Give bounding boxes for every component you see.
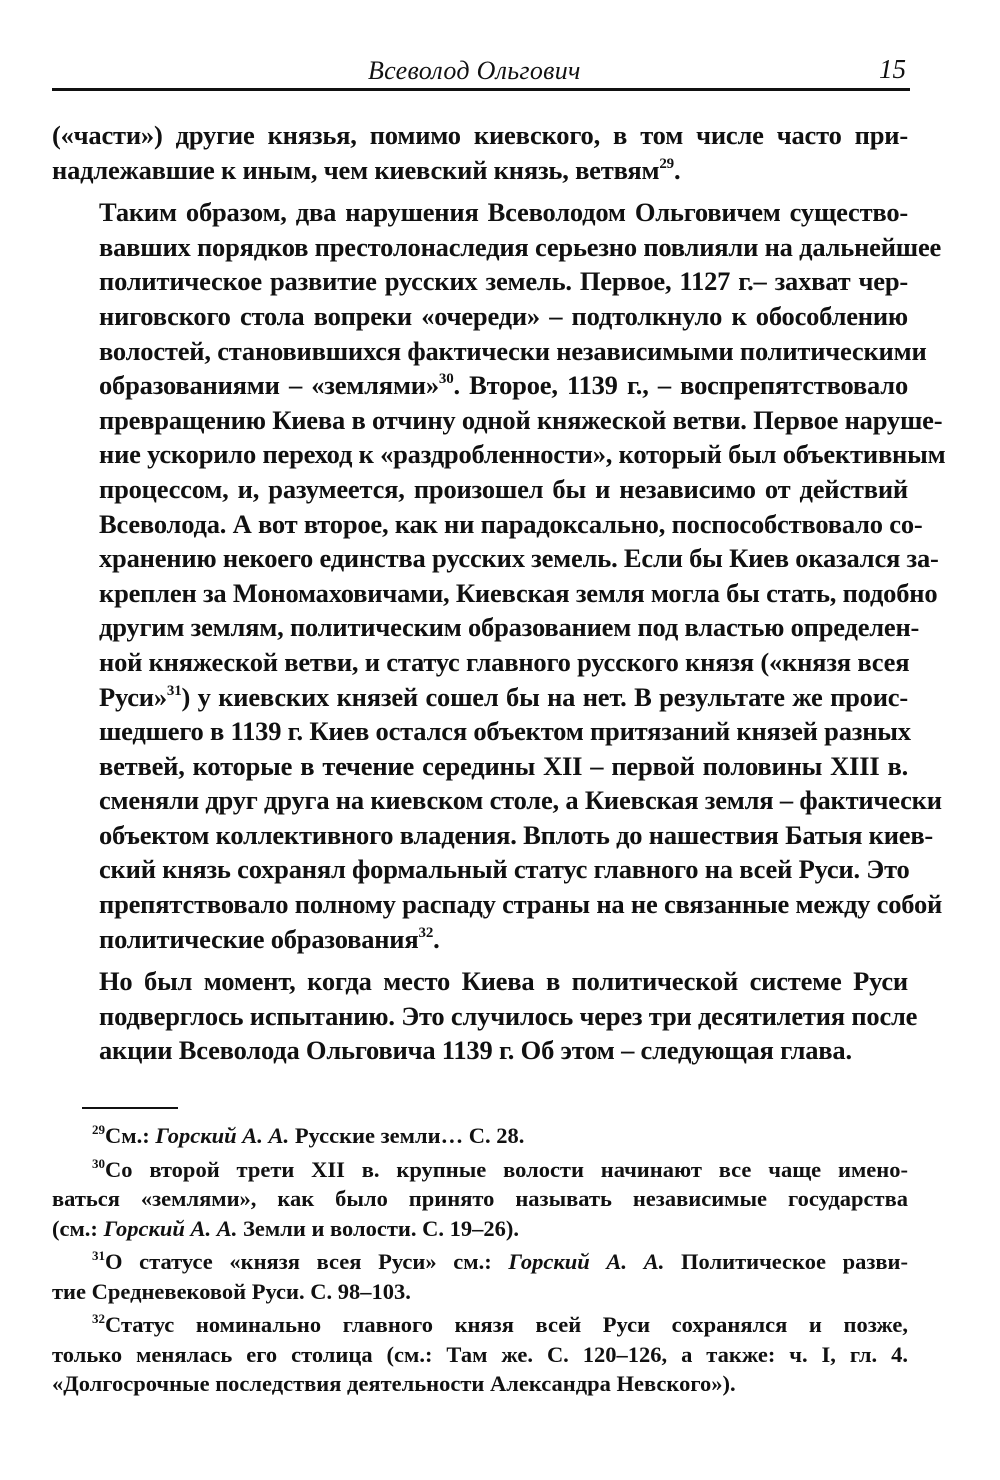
text-line: ваться «землями», как было принято называть независимые государства [52, 1186, 908, 1211]
footnote-29: $^{29}$См.: Горский А. А. Русские земли… С. 28. [92, 1122, 525, 1148]
text-line: надлежавшие к иным, чем киевский князь, ветвям$^{29}$. [52, 154, 681, 185]
text-line: образованиями – «землями»$^{30}$. Второе, 1139 г., – воспрепятствовало [99, 370, 909, 401]
page-number: 15 [879, 54, 906, 84]
text-line: «Долгосрочные последствия деятельности Александра Невского»). [52, 1371, 736, 1396]
footnote-number: 32 [92, 1311, 105, 1326]
text-line: политическое развитие русских земель. Первое, 1127 г.– захват чер- [99, 266, 908, 297]
text-line: ние ускорило переход к «раздробленности», который был объективным [99, 439, 946, 470]
author: Горский А. А. [155, 1123, 290, 1148]
footnotes [52, 1121, 908, 1403]
text-line: вавших порядков престолонаследия серьезно повлияли на дальнейшее [99, 231, 942, 262]
footnote-ref[interactable]: 32 [418, 924, 434, 941]
text-line: другим землям, политическим образованием под властью определен- [99, 612, 920, 643]
paragraph [52, 118, 908, 187]
footnote-number: 30 [92, 1155, 105, 1171]
text-line: превращению Киева в отчину одной княжеской ветви. Первое наруше- [99, 404, 943, 435]
footnote-31 [52, 1247, 908, 1306]
text-line: процессом, и, разумеется, произошел бы и независимо от действий [99, 473, 908, 504]
paragraph [52, 195, 946, 956]
text-line: («части») другие князья, помимо киевского, в том числе часто при- [52, 120, 908, 150]
text-line: сменяли друг друга на киевском столе, а Киевская земля – фактически [99, 785, 942, 816]
text-line: ниговского стола вопреки «очереди» – подтолкнуло к обособлению [99, 300, 908, 331]
text-line: $^{32}$Статус номинально главного князя всей Руси сохранялся и позже, [92, 1311, 908, 1337]
text-line: ский князь сохранял формальный статус главного на всей Руси. Это [99, 854, 910, 885]
running-header [52, 48, 910, 91]
text-line: креплен за Мономаховичами, Киевская земля могла бы стать, подобно [99, 577, 938, 608]
text-line: шедшего в 1139 г. Киев остался объектом притязаний князей разных [99, 716, 911, 747]
text-line: Но был момент, когда место Киева в политической системе Руси [99, 966, 908, 997]
author: Горский А. А. [508, 1249, 665, 1274]
text-line: подверглось испытанию. Это случилось через три десятилетия после [99, 1000, 918, 1031]
main-text [52, 118, 946, 1068]
text-line: акции Всеволода Ольговича 1139 г. Об этом – следующая глава. [99, 1035, 852, 1066]
text-line: хранению некоего единства русских земель. Если бы Киев оказался за- [99, 543, 939, 574]
running-title: Всеволод Ольгович [368, 56, 581, 85]
author: Горский А. А. [103, 1215, 238, 1241]
text-line: $^{30}$Со второй трети XII в. крупные волости начинают все чаще имено- [92, 1155, 908, 1182]
text-line: ветвей, которые в течение середины XII – первой половины XIII в. [99, 750, 908, 781]
text-line: только менялась его столица (см.: Там же. С. 120–126, а также: ч. I, гл. 4. [52, 1341, 908, 1367]
footnote-number: 31 [92, 1248, 105, 1263]
text-line: ной княжеской ветви, и статус главного русского князя («князя всея [99, 646, 910, 677]
text-line: тие Средневековой Руси. С. 98–103. [52, 1278, 411, 1304]
text-line: $^{31}$О статусе «князя всея Руси» см.: Горский А. А. Политическое разви- [92, 1248, 909, 1274]
footnote-ref[interactable]: 30 [438, 371, 454, 388]
footnote-separator [82, 1107, 178, 1109]
text-line: Руси»$^{31}$) у киевских князей сошел бы на нет. В результате же проис- [99, 681, 908, 712]
text-line: политические образования$^{32}$. [99, 923, 440, 954]
footnote-32 [52, 1310, 908, 1399]
text-line: объектом коллективного владения. Вплоть до нашествия Батыя киев- [99, 819, 934, 850]
text-line: Таким образом, два нарушения Всеволодом Ольговичем существо- [99, 197, 908, 228]
paragraph [52, 964, 918, 1068]
text-line: препятствовало полному распаду страны на не связанные между собой [99, 889, 943, 920]
text-line: волостей, становившихся фактически независимыми политическими [99, 335, 927, 366]
footnote-30 [52, 1155, 908, 1244]
footnote-ref[interactable]: 29 [659, 155, 674, 172]
footnote-number: 29 [92, 1122, 105, 1137]
text-line: Всеволода. А вот второе, как ни парадоксально, поспособствовало со- [99, 508, 923, 539]
text-line: (см.: Горский А. А. Земли и волости. С. 19–26). [52, 1215, 519, 1241]
footnote-ref[interactable]: 31 [166, 682, 182, 699]
